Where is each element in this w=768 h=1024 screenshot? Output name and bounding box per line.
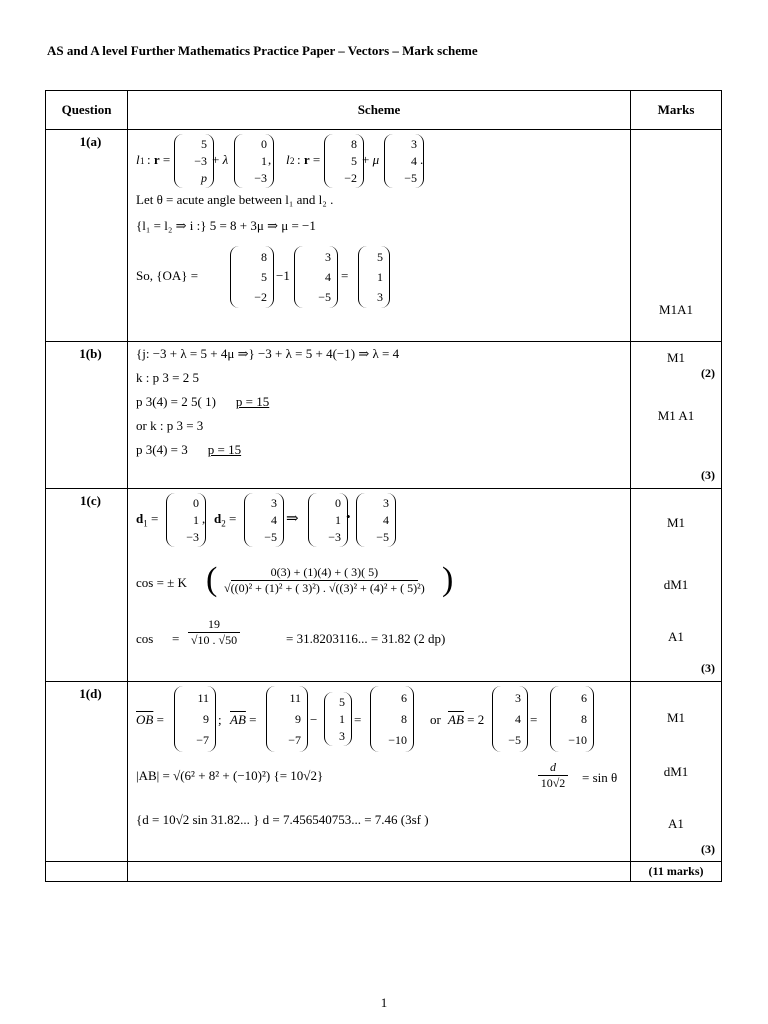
mark-scheme-table [45,90,722,882]
scheme-line: Let θ = acute angle between l₁ and l₂ . [136,192,334,207]
scheme-line: {d = 10√2 sin 31.82... } d = 7.456540753... = 7.46 (3sf ) [136,812,429,827]
marks-cell [631,130,722,380]
mark-award: M1A1 [659,302,693,317]
scheme-line: |AB| = √(6² + 8² + (−10)²) {= 10√2} [136,768,324,783]
scheme-line: = 31.8203116... = 31.82 (2 dp) [286,631,446,646]
marks-cell [631,342,722,489]
question-label: 1(d) [46,682,128,862]
scheme-answer: p = 15 [207,442,242,457]
scheme-cell [128,342,631,489]
marks-cell [631,682,722,862]
mark-award: M1 [666,515,686,530]
mark-award: M1 A1 [657,408,695,423]
question-label: 1(a) [46,130,128,342]
scheme-line: cos = ± K [136,575,187,590]
subtotal: (3) [701,468,715,482]
question-label: 1(b) [46,342,128,489]
scheme-line: So, {OA} = [136,268,199,283]
fraction-numerator: 19 [188,617,240,633]
fraction-numerator: d [538,760,568,776]
mark-award: dM1 [663,764,689,779]
mark-award: M1 [666,350,686,365]
scheme-line: p 3(4) = 3 [136,442,188,457]
scheme-cell: $d_1$ = 0 1 −3 , $d_2$ = 3 4 −5 ⇒ 0 1 −3 • 3 4 −5 cos = ± K ( $\frac{0(3) + (1)(4) + ( 3)( 5)}{\text{√((0)² + (1)² + ( 3)²) . √((3)² + (4)² + ( 5)²)}}$ ) cos = $\frac{19}{√10 . √50}$ = 31.8203116... = 31.82 (2 dp) [128,489,631,682]
table-row [46,342,722,489]
table-header-row [46,91,722,130]
table-total-row [46,862,722,882]
table-row [46,130,722,342]
fraction-denominator: √10 . √50 [190,633,238,647]
mark-award: A1 [668,629,684,644]
scheme-answer: p = 15 [235,394,270,409]
scheme-line: {j: −3 + λ = 5 + 4μ ⇒} −3 + λ = 5 + 4(−1) ⇒ λ = 4 [136,346,400,361]
table-row [46,682,722,862]
scheme-line: p 3(4) = 2 5( 1) [136,394,216,409]
marks-cell [631,489,722,682]
mark-award: dM1 [663,577,689,592]
scheme-cell: $\overline{OB}$ = 11 9 −7 ; $\overline{AB}$ = 11 9 −7 − 5 1 3 = 6 8 −10 or $\overline{AB} = 2$ 3 4 −5 = 6 8 −10 |AB| = √(6² + 8² + (−10)²) {= 10√2} $\frac{d}{10√2}$ = sin θ {d = 10√2 sin 31.82... } d = 7.456540753... = 7.46 (3sf ) [128,682,631,862]
mark-award: M1 [666,710,686,725]
page-number: 1 [380,995,388,1010]
fraction-numerator: 0(3) + (1)(4) + ( 3)( 5) [231,565,419,581]
scheme-line: or k : p 3 = 3 [136,418,204,433]
subtotal: (3) [701,842,715,856]
scheme-line: {l₁ = l₂ ⇒ i :} 5 = 8 + 3μ ⇒ μ = −1 [136,218,316,233]
subtotal: (3) [701,661,715,675]
scheme-cell: l 1 : r = 5 −3 p + λ 0 1 −3 , l 2 : r = 8 5 −2 + μ 3 4 −5 . Let θ = acute angle between l₁ and l₂ . {l₁ = l₂ ⇒ i :} 5 = 8 + 3μ ⇒ μ = −1 So, {OA} = 8 5 −2 −1 3 4 −5 = 5 1 3 [128,130,631,342]
scheme-line: cos [136,631,154,646]
subtotal: (2) [701,366,715,380]
scheme-header: Scheme [128,91,631,130]
fraction-denominator: 10√2 [540,776,566,790]
question-label: 1(c) [46,489,128,682]
question-header: Question [46,91,128,130]
total-marks: (11 marks) [631,862,722,882]
scheme-line: k : p 3 = 2 5 [136,370,199,385]
scheme-line: = sin θ [582,770,618,785]
table-row [46,489,722,682]
mark-award: A1 [668,816,684,831]
marks-header: Marks [631,91,722,130]
fraction-denominator: √((0)² + (1)² + ( 3)²) . √((3)² + (4)² + ( 5)²) [224,581,425,595]
page-title: AS and A level Further Mathematics Practice Paper – Vectors – Mark scheme [47,43,478,58]
